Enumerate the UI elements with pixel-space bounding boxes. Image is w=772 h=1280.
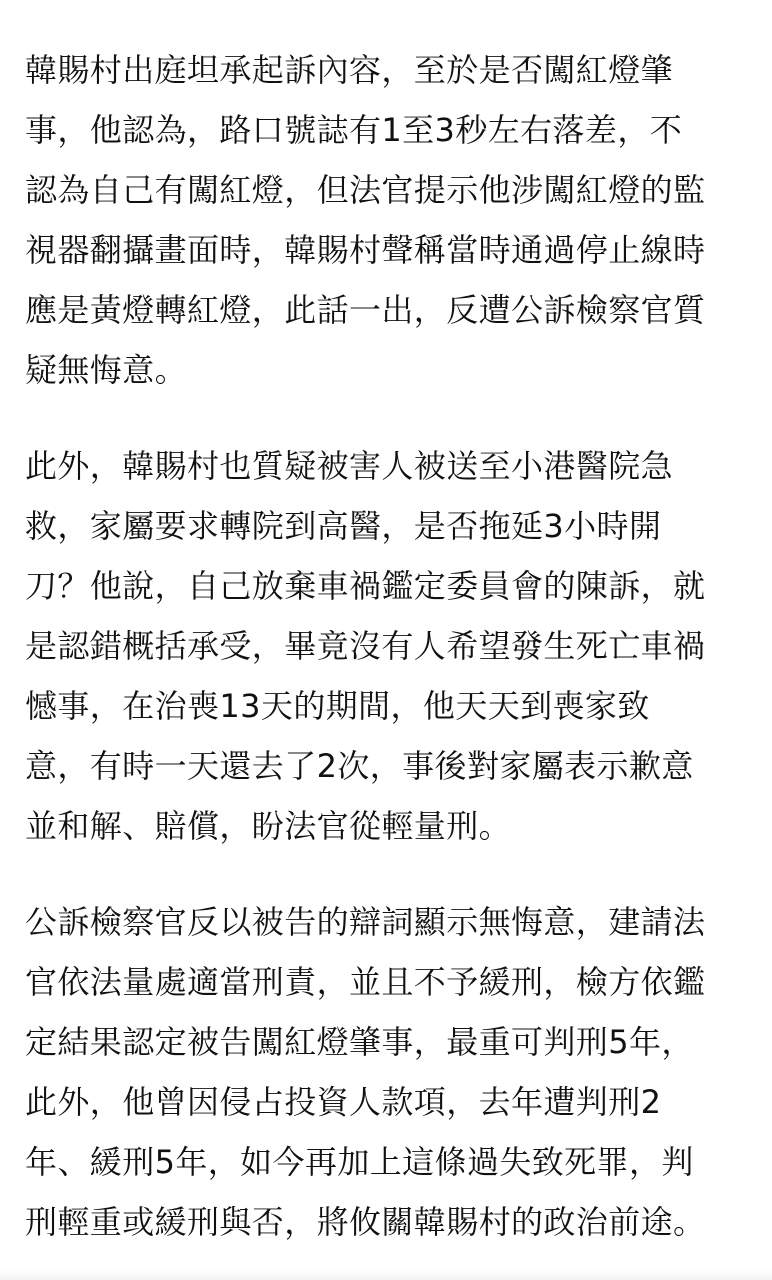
text-line: 應是黃燈轉紅燈，此話一出，反遭公訴檢察官質 <box>25 291 706 329</box>
article-body <box>25 40 750 1252</box>
text-line: 救，家屬要求轉院到高醫，是否拖延3小時開 <box>25 507 662 545</box>
text-line: 年、緩刑5年，如今再加上這條過失致死罪，判 <box>25 1143 694 1181</box>
paragraph-3 <box>25 892 750 1252</box>
paragraph-2 <box>25 436 750 856</box>
text-line: 意，有時一天還去了2次，事後對家屬表示歉意 <box>25 747 694 785</box>
text-line: 官依法量處適當刑責，並且不予緩刑，檢方依鑑 <box>25 963 706 1001</box>
text-line: 是認錯概括承受，畢竟沒有人希望發生死亡車禍 <box>25 627 706 665</box>
text-line: 疑無悔意。 <box>25 351 188 389</box>
text-line: 此外，他曾因侵占投資人款項，去年遭判刑2 <box>25 1083 662 1121</box>
text-line: 刀？他說，自己放棄車禍鑑定委員會的陳訴，就 <box>25 567 706 605</box>
text-line: 定結果認定被告闖紅燈肇事，最重可判刑5年， <box>25 1023 694 1061</box>
text-line: 認為自己有闖紅燈，但法官提示他涉闖紅燈的監 <box>25 171 706 209</box>
text-line: 視器翻攝畫面時，韓賜村聲稱當時通過停止線時 <box>25 231 706 269</box>
text-line: 並和解、賠償，盼法官從輕量刑。 <box>25 807 512 845</box>
text-line: 韓賜村出庭坦承起訴內容，至於是否闖紅燈肇 <box>25 51 674 89</box>
text-line: 公訴檢察官反以被告的辯詞顯示無悔意，建請法 <box>25 903 706 941</box>
text-line: 憾事，在治喪13天的期間，他天天到喪家致 <box>25 687 650 725</box>
bottom-edge-shadow <box>0 1270 772 1280</box>
text-line: 事，他認為，路口號誌有1至3秒左右落差，不 <box>25 111 683 149</box>
paragraph-1 <box>25 40 750 400</box>
text-line: 此外，韓賜村也質疑被害人被送至小港醫院急 <box>25 447 674 485</box>
text-line: 刑輕重或緩刑與否，將攸關韓賜村的政治前途。 <box>25 1203 706 1241</box>
